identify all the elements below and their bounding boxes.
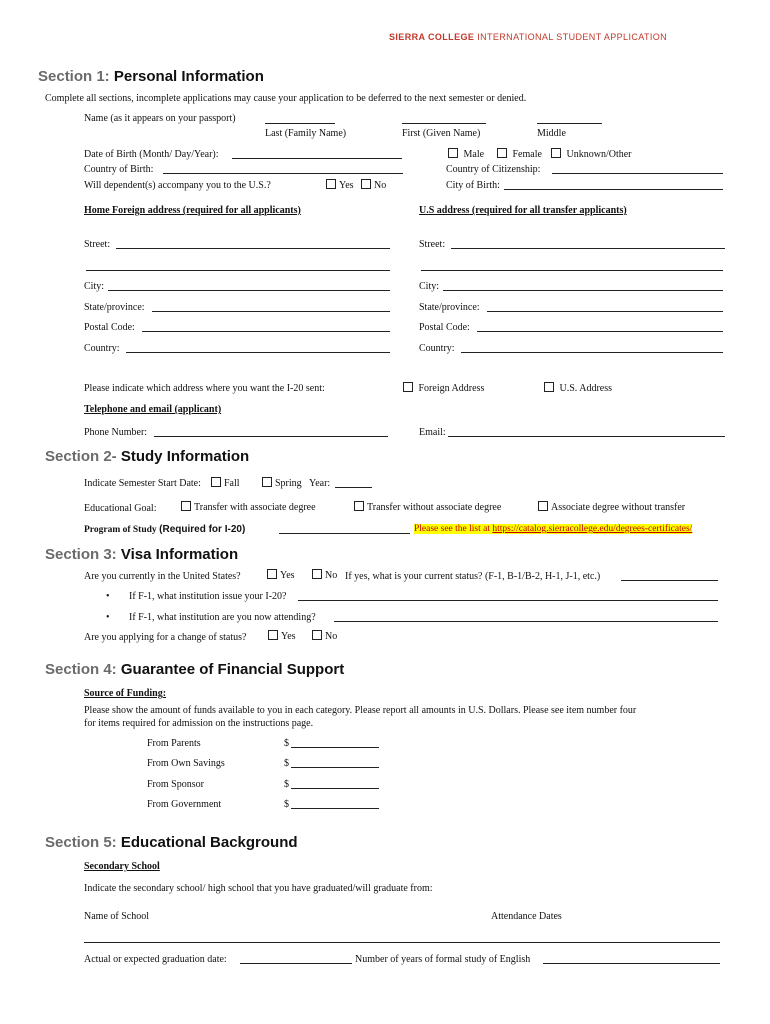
email-label: Email: — [419, 427, 446, 438]
section-number: Section 5: — [45, 834, 117, 851]
us-city-label: City: — [419, 281, 440, 292]
checkbox[interactable] — [361, 179, 371, 189]
section-2-heading — [45, 448, 249, 465]
checkbox[interactable] — [267, 569, 277, 579]
no-label: No — [325, 631, 338, 642]
section-title: Visa Information — [120, 546, 239, 563]
no-label: No — [374, 180, 387, 191]
goal-option-2-label: Transfer without associate degree — [367, 502, 502, 513]
start-date-label: Indicate Semester Start Date: — [84, 478, 201, 489]
spring-label: Spring — [275, 478, 302, 489]
goal-option-3[interactable] — [538, 501, 685, 513]
status-field[interactable] — [621, 570, 718, 581]
section-title: Study Information — [120, 448, 250, 465]
intro-text: Complete all sections, incomplete applications may cause your application to be deferred to the next semester or denied. — [45, 93, 527, 104]
program-of-study — [84, 524, 245, 535]
us-country-field[interactable] — [461, 342, 723, 353]
change-status-label: Are you applying for a change of status? — [84, 632, 247, 643]
foreign-address-label: Foreign Address — [418, 383, 485, 394]
citizenship-label: Country of Citizenship: — [446, 164, 541, 175]
middle-name-field[interactable] — [537, 113, 602, 124]
bullet-icon: • — [106, 612, 110, 623]
home-state-field[interactable] — [152, 301, 390, 312]
secondary-school-heading: Secondary School — [84, 861, 160, 872]
section-number: Section 4: — [45, 661, 117, 678]
us-address-heading: U.S address (required for all transfer applicants) — [419, 205, 627, 216]
year-field[interactable] — [335, 477, 372, 488]
fall-option[interactable] — [211, 477, 240, 489]
checkbox[interactable] — [262, 477, 272, 487]
no-label: No — [325, 570, 338, 581]
grad-date-field[interactable] — [240, 953, 352, 964]
in-us-no[interactable] — [312, 569, 337, 581]
home-address-heading: Home Foreign address (required for all applicants) — [84, 205, 301, 216]
funding-instructions-line-1: Please show the amount of funds available to you in each category. Please report all amounts in U.S. Dollars. Please see item number four — [84, 705, 637, 716]
attendance-dates-label: Attendance Dates — [491, 911, 562, 922]
gender-female[interactable] — [497, 148, 542, 160]
government-amount-field[interactable] — [291, 798, 379, 809]
status-question: If yes, what is your current status? (F-1, B-1/B-2, H-1, J-1, etc.) — [345, 571, 601, 582]
section-number: Section 1: — [38, 68, 110, 85]
see-list-text: Please see the list at — [414, 524, 493, 534]
first-name-label: First (Given Name) — [402, 128, 481, 139]
goal-option-2[interactable] — [354, 501, 501, 513]
checkbox[interactable] — [268, 630, 278, 640]
unknown-label: Unknown/Other — [566, 149, 632, 160]
i20-foreign-option[interactable] — [403, 382, 484, 394]
cob-field[interactable] — [163, 163, 403, 174]
home-postal-field[interactable] — [142, 321, 390, 332]
attending-label: If F-1, what institution are you now attending? — [129, 612, 316, 623]
bullet-icon: • — [106, 591, 110, 602]
catalog-link[interactable]: https://catalog.sierracollege.edu/degrees-certificates/ — [492, 524, 693, 534]
i20-institution-label: If F-1, what institution issue your I-20? — [129, 591, 287, 602]
section-4-heading — [45, 661, 344, 678]
city-birth-field[interactable] — [504, 179, 723, 190]
yes-label: Yes — [339, 180, 354, 191]
checkbox[interactable] — [211, 477, 221, 487]
yes-label: Yes — [281, 631, 296, 642]
male-label: Male — [463, 149, 485, 160]
funding-instructions-line-2: for items required for admission on the instructions page. — [84, 718, 314, 729]
checkbox[interactable] — [354, 501, 364, 511]
home-state-label: State/province: — [84, 302, 145, 313]
in-us-label: Are you currently in the United States? — [84, 571, 241, 582]
section-3-heading — [45, 546, 238, 563]
page-header — [389, 32, 667, 42]
checkbox[interactable] — [312, 630, 322, 640]
dependents-yes[interactable] — [326, 179, 354, 191]
us-street-field-2[interactable] — [421, 260, 723, 271]
gender-male[interactable] — [448, 148, 484, 160]
i20-question: Please indicate which address where you want the I-20 sent: — [84, 383, 325, 394]
goal-label: Educational Goal: — [84, 503, 157, 514]
source-funding-heading: Source of Funding: — [84, 688, 167, 699]
change-status-yes[interactable] — [268, 630, 296, 642]
phone-field[interactable] — [154, 426, 388, 437]
i20-institution-field[interactable] — [298, 590, 718, 601]
year-label: Year: — [309, 478, 331, 489]
dob-field[interactable] — [232, 148, 402, 159]
cob-label: Country of Birth: — [84, 164, 154, 175]
telephone-heading: Telephone and email (applicant) — [84, 404, 222, 415]
checkbox[interactable] — [551, 148, 561, 158]
checkbox[interactable] — [538, 501, 548, 511]
us-postal-field[interactable] — [477, 321, 723, 332]
middle-name-label: Middle — [537, 128, 566, 139]
us-state-label: State/province: — [419, 302, 480, 313]
section-title: Educational Background — [120, 834, 298, 851]
school-name-label: Name of School — [84, 911, 149, 922]
phone-label: Phone Number: — [84, 427, 148, 438]
dollar-sign: $ — [284, 779, 289, 790]
section-number: Section 3: — [45, 546, 117, 563]
english-years-label: Number of years of formal study of English — [355, 954, 531, 965]
citizenship-field[interactable] — [552, 163, 723, 174]
funding-row-label: From Parents — [147, 738, 201, 749]
home-city-label: City: — [84, 281, 105, 292]
home-country-label: Country: — [84, 343, 120, 354]
program-field[interactable] — [279, 523, 410, 534]
goal-option-1-label: Transfer with associate degree — [194, 502, 316, 513]
school-name-field[interactable] — [84, 932, 720, 943]
parents-amount-field[interactable] — [291, 737, 379, 748]
secondary-instructions: Indicate the secondary school/ high school that you have graduated/will graduate from: — [84, 883, 433, 894]
in-us-yes[interactable] — [267, 569, 295, 581]
us-street-field[interactable] — [451, 238, 725, 249]
home-street-field[interactable] — [116, 238, 390, 249]
i20-us-option[interactable] — [544, 382, 612, 394]
us-street-label: Street: — [419, 239, 446, 250]
us-address-label: U.S. Address — [559, 383, 613, 394]
home-country-field[interactable] — [126, 342, 390, 353]
last-name-field[interactable] — [265, 113, 335, 124]
city-birth-label: City of Birth: — [446, 180, 500, 191]
header-subtitle: INTERNATIONAL STUDENT APPLICATION — [477, 32, 668, 42]
checkbox[interactable] — [326, 179, 336, 189]
dependents-no[interactable] — [361, 179, 386, 191]
section-1-heading — [38, 68, 264, 85]
dollar-sign: $ — [284, 758, 289, 769]
checkbox[interactable] — [181, 501, 191, 511]
section-title: Personal Information — [113, 68, 264, 85]
goal-option-3-label: Associate degree without transfer — [551, 502, 686, 513]
funding-row-label: From Government — [147, 799, 222, 810]
english-years-field[interactable] — [543, 953, 720, 964]
goal-option-1[interactable] — [181, 501, 316, 513]
program-label: Program of Study — [84, 525, 157, 535]
funding-row-label: From Own Savings — [147, 758, 225, 769]
checkbox[interactable] — [312, 569, 322, 579]
name-label: Name (as it appears on your passport) — [84, 113, 236, 124]
home-city-field[interactable] — [108, 280, 390, 291]
savings-amount-field[interactable] — [291, 757, 379, 768]
female-label: Female — [512, 149, 542, 160]
gender-unknown[interactable] — [551, 148, 632, 160]
dollar-sign: $ — [284, 799, 289, 810]
attending-field[interactable] — [334, 611, 718, 622]
dob-label: Date of Birth (Month/ Day/Year): — [84, 149, 219, 160]
checkbox[interactable] — [403, 382, 413, 392]
dependents-label: Will dependent(s) accompany you to the U.S.? — [84, 180, 271, 191]
home-street-label: Street: — [84, 239, 111, 250]
checkbox[interactable] — [497, 148, 507, 158]
section-number: Section 2- — [45, 448, 117, 465]
us-postal-label: Postal Code: — [419, 322, 470, 333]
yes-label: Yes — [280, 570, 295, 581]
us-state-field[interactable] — [487, 301, 723, 312]
college-name: SIERRA COLLEGE — [389, 32, 475, 42]
us-country-label: Country: — [419, 343, 455, 354]
home-street-field-2[interactable] — [86, 260, 390, 271]
grad-date-label: Actual or expected graduation date: — [84, 954, 227, 965]
us-city-field[interactable] — [443, 280, 723, 291]
funding-row-label: From Sponsor — [147, 779, 204, 790]
first-name-field[interactable] — [402, 113, 486, 124]
required-label: (Required for I-20) — [159, 524, 246, 535]
checkbox[interactable] — [544, 382, 554, 392]
sponsor-amount-field[interactable] — [291, 778, 379, 789]
dollar-sign: $ — [284, 738, 289, 749]
last-name-label: Last (Family Name) — [265, 128, 347, 139]
section-5-heading — [45, 834, 298, 851]
home-postal-label: Postal Code: — [84, 322, 135, 333]
change-status-no[interactable] — [312, 630, 337, 642]
email-field[interactable] — [448, 426, 725, 437]
checkbox[interactable] — [448, 148, 458, 158]
fall-label: Fall — [224, 478, 240, 489]
program-list-note — [414, 524, 692, 534]
section-title: Guarantee of Financial Support — [120, 661, 345, 678]
spring-option[interactable] — [262, 477, 302, 489]
